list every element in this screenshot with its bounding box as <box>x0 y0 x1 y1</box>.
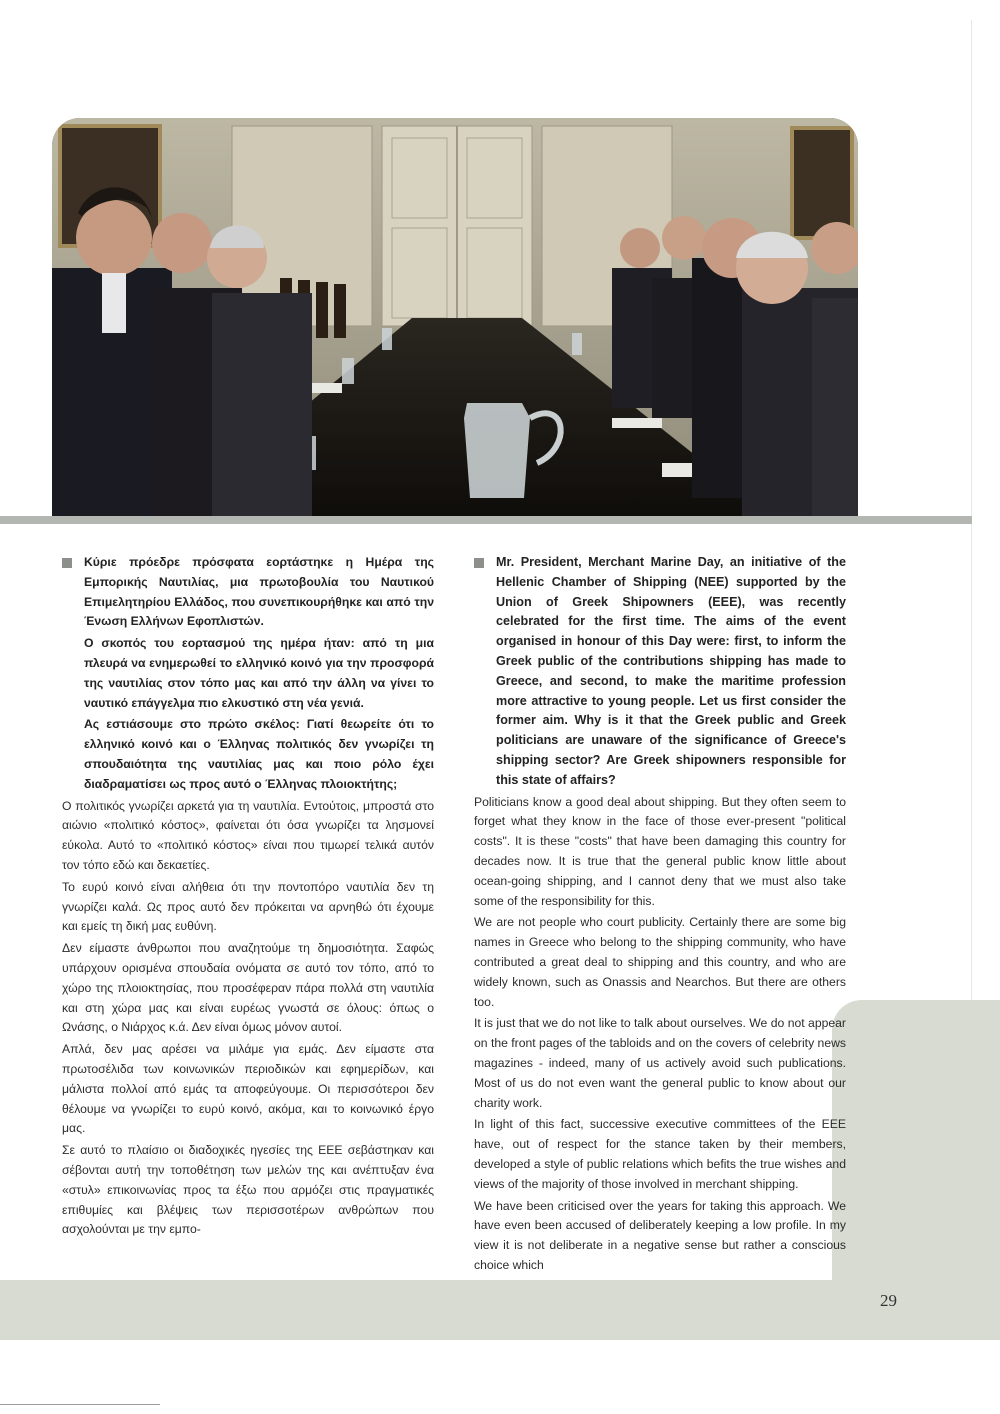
greek-question-1-text: Κύριε πρόεδρε πρόσφατα εορτάστηκε η Ημέρα της Εμπορικής Ναυτιλίας, μια πρωτοβουλία του Ναυτικού Επιμελητηρίου Ελλάδος, που συνεπικουρήθηκε και από την Ένωση Ελλήνων Εφοπλιστών. <box>84 555 434 629</box>
english-paragraph-5: We have been criticised over the years for taking this approach. We have even been accused of deliberately keeping a low profile. In my view it is not deliberate in a negative sense but rather a conscious choice which <box>474 1198 846 1272</box>
meeting-photo-illustration <box>52 118 858 516</box>
english-paragraph-4: In light of this fact, successive executive committees of the EEE have, out of respect for the stance taken by their members, developed a style of public relations which befits the true wishes and views of the majority of those involved in merchant shipping. <box>474 1117 846 1191</box>
greek-paragraph-4: Απλά, δεν μας αρέσει να μιλάμε για εμάς. Δεν είμαστε στα πρωτοσέλιδα των κοινωνικών περιοδικών και εφημερίδων, και μάλιστα πολλοί από εμάς τα αποφεύγουμε. Οι περισσότεροι δεν θέλουμε να γνωρίζει το ευρύ κοινό, ακόμα, και το κοινωνικό έργο μας. <box>62 1042 434 1136</box>
greek-question-1 <box>62 553 434 632</box>
english-column <box>474 553 846 1278</box>
greek-paragraph-3: Δεν είμαστε άνθρωποι που αναζητούμε τη δημοσιότητα. Σαφώς υπάρχουν ορισμένα σπουδαία ονόματα σε αυτό τον τόπο, από το χώρο της πλοιοκτησίας, που προσέφεραν πάρα πολλά στη ναυτιλία και στη χώρα μας και είναι ευρέως γνωστά σε όλους: όπως ο Ωνάσης, ο Νιάρχος κ.ά. Δεν είναι όμως μόνον αυτοί. <box>62 941 434 1035</box>
greek-question-3: Ας εστιάσουμε στο πρώτο σκέλος: Γιατί θεωρείτε ότι το ελληνικό κοινό και ο Έλληνας πολιτικός δεν γνωρίζει τη σπουδαιότητα της ναυτιλίας μας και ποιο ρόλο έχει διαδραματίσει ως προς αυτό ο Έλληνας πλοιοκτήτης; <box>84 717 434 791</box>
english-paragraph-3: It is just that we do not like to talk about ourselves. We do not appear on the front pages of the tabloids and on the covers of celebrity news magazines - indeed, many of us actively avoid such publications. Most of us do not even want the general public to know about our charity work. <box>474 1016 846 1110</box>
photo-bottom-band <box>0 516 972 524</box>
grey-bottom-band <box>0 1280 945 1340</box>
meeting-photo <box>52 118 858 516</box>
english-paragraph-2: We are not people who court publicity. Certainly there are some big names in Greece who belong to the shipping community, who have contributed a great deal to shipping and this country, and who are widely known, such as Onassis and Nearchos. But there are others too. <box>474 915 846 1009</box>
english-question <box>474 553 846 791</box>
bottom-edge-line <box>0 1404 160 1405</box>
bullet-square-icon <box>474 558 484 568</box>
english-paragraph-1: Politicians know a good deal about shipping. But they often seem to forget what they know in the face of those ever-present "political costs". It is these "costs" that have been damaging this country for decades now. It is true that the general public know little about ocean-going shipping, and I cannot deny that we must also take some of the responsibility for this. <box>474 794 846 908</box>
bullet-square-icon <box>62 558 72 568</box>
greek-question-2: Ο σκοπός του εορτασμού της ημέρα ήταν: από τη μια πλευρά να ενημερωθεί το ελληνικό κοινό για την προσφορά της ναυτιλίας στον τόπο μας και από την άλλη να γίνει το ναυτικό επάγγελμα πιο ελκυστικό στη νέα γενιά. <box>84 636 434 710</box>
greek-column <box>62 553 434 1242</box>
english-question-text: Mr. President, Merchant Marine Day, an initiative of the Hellenic Chamber of Shipping (NEE) supported by the Union of Greek Shipowners (EEE), was recently celebrated for the first time. The aims of the event organised in honour of this Day were: first, to inform the Greek public of the contributions shipping has made to Greece, and second, to make the maritime profession more attractive to young people. Let us first consider the former aim. Why is it that the Greek public and Greek politicians are unaware of the significance of Greece's shipping sector? Are Greek shipowners responsible for this state of affairs? <box>496 555 846 787</box>
page-number: 29 <box>880 1291 897 1310</box>
greek-paragraph-5: Σε αυτό το πλαίσιο οι διαδοχικές ηγεσίες της ΕΕΕ σεβάστηκαν και σέβονται αυτή την τοποθέτηση των μελών της και ανέπτυξαν ένα «στυλ» επικοινωνίας προς τα έξω που αρμόζει στις πραγματικές επιθυμίες και βλέψεις των περισσοτέρων ανθρώπων που ασχολούνται με την εμπο- <box>62 1143 434 1237</box>
greek-paragraph-2: Το ευρύ κοινό είναι αλήθεια ότι την ποντοπόρο ναυτιλία δεν τη γνωρίζει καλά. Ως προς αυτό δεν πρόκειται να αρνηθώ ότι έχουμε και εμείς τη δική μας ευθύνη. <box>62 879 434 934</box>
greek-paragraph-1: Ο πολιτικός γνωρίζει αρκετά για τη ναυτιλία. Εντούτοις, μπροστά στο αιώνιο «πολιτικό κόστος», φαίνεται ότι όσα γνωρίζει τα λησμονεί εύκολα. Αυτό το «πολιτικό κόστος» είναι που τιμωρεί τελικά αυτόν τον τόπο εδώ και δεκαετίες. <box>62 798 434 872</box>
